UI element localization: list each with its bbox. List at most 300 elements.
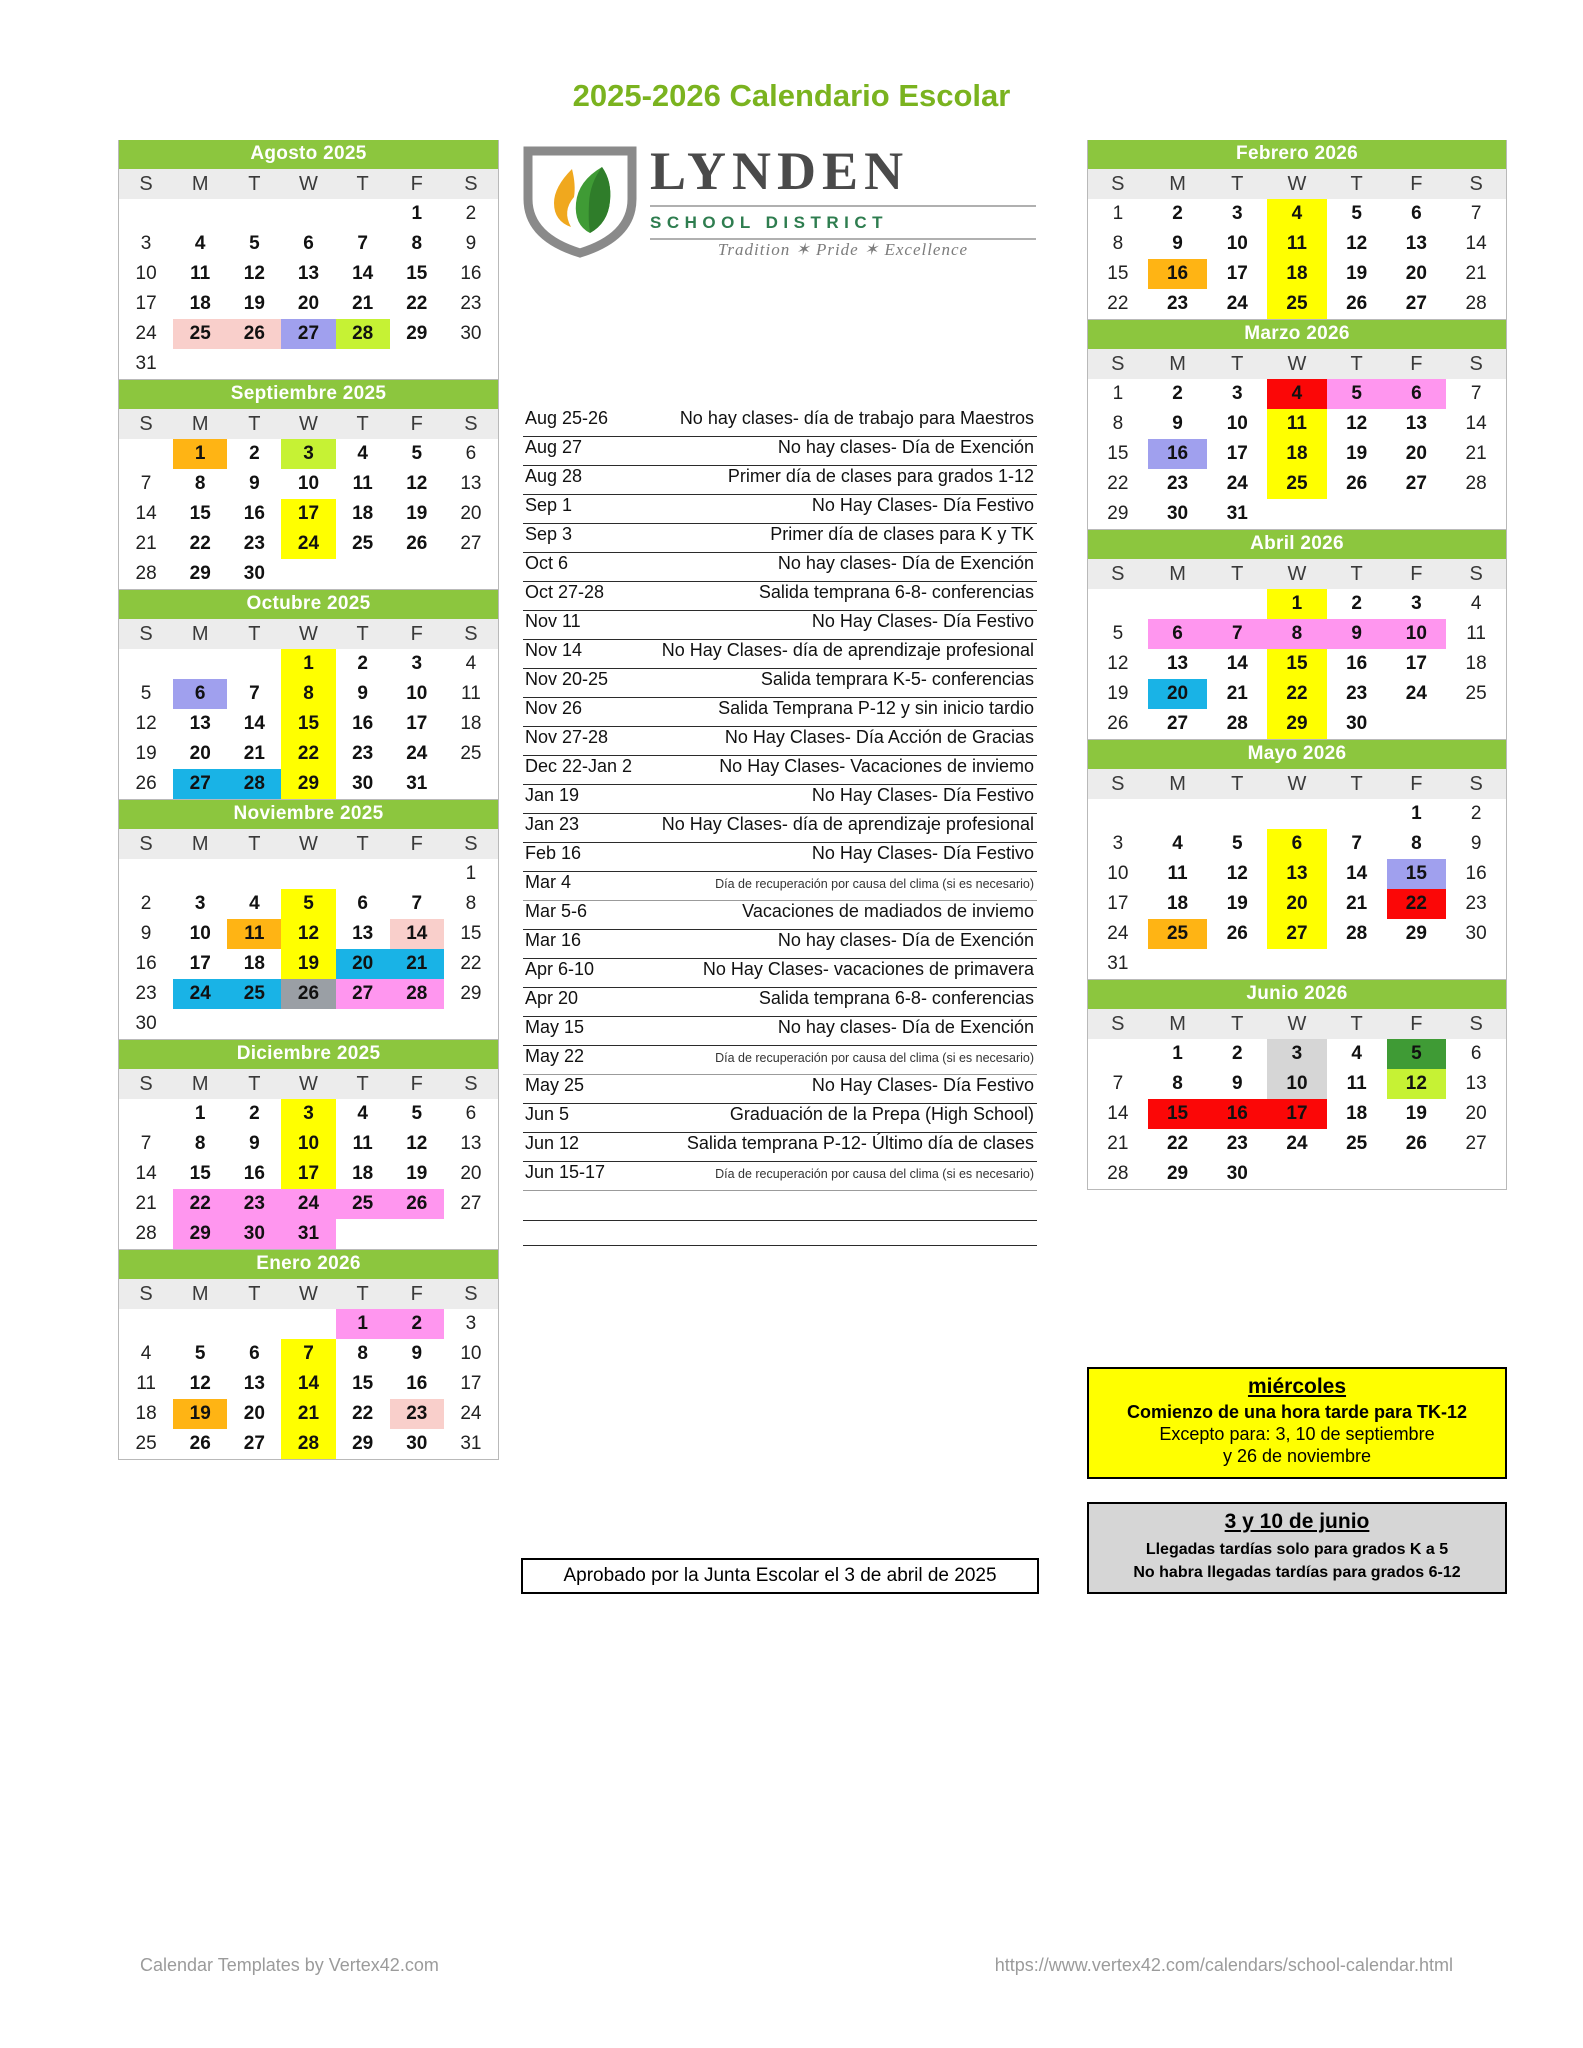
- day-cell[interactable]: 26: [390, 1189, 444, 1219]
- day-cell[interactable]: 29: [460, 982, 482, 1004]
- day-cell[interactable]: 4: [249, 892, 260, 914]
- day-cell[interactable]: 10: [1226, 232, 1248, 254]
- day-cell[interactable]: 11: [1267, 229, 1327, 259]
- day-cell[interactable]: 24: [1405, 682, 1427, 704]
- day-cell[interactable]: 9: [357, 682, 368, 704]
- day-cell[interactable]: 17: [1405, 652, 1427, 674]
- day-cell[interactable]: 13: [1166, 652, 1189, 674]
- day-cell[interactable]: 18: [1465, 652, 1487, 674]
- day-cell[interactable]: 12: [135, 712, 157, 734]
- day-cell[interactable]: 7: [411, 892, 423, 914]
- day-cell[interactable]: 27: [173, 769, 227, 799]
- day-cell[interactable]: 11: [227, 919, 281, 949]
- day-cell[interactable]: 24: [281, 529, 335, 559]
- day-cell[interactable]: 13: [352, 922, 374, 944]
- day-cell[interactable]: 22: [1107, 472, 1129, 494]
- day-cell[interactable]: 24: [1107, 922, 1129, 944]
- day-cell[interactable]: 12: [1107, 652, 1129, 674]
- day-cell[interactable]: 5: [1231, 832, 1243, 854]
- day-cell[interactable]: 15: [189, 502, 211, 524]
- day-cell[interactable]: 30: [1346, 712, 1368, 734]
- day-cell[interactable]: 9: [1172, 412, 1183, 434]
- day-cell[interactable]: 11: [1267, 409, 1327, 439]
- day-cell[interactable]: 27: [281, 319, 335, 349]
- day-cell[interactable]: 6: [173, 679, 227, 709]
- day-cell[interactable]: 16: [1346, 652, 1368, 674]
- day-cell[interactable]: 6: [1148, 619, 1208, 649]
- day-cell[interactable]: 22: [281, 739, 335, 769]
- day-cell[interactable]: 28: [1226, 712, 1248, 734]
- day-cell[interactable]: 3: [1112, 832, 1124, 854]
- day-cell[interactable]: 13: [1405, 412, 1427, 434]
- day-cell[interactable]: 18: [352, 1162, 374, 1184]
- day-cell[interactable]: 8: [411, 232, 423, 254]
- day-cell[interactable]: 29: [352, 1432, 374, 1454]
- day-cell[interactable]: 24: [135, 322, 157, 344]
- day-cell[interactable]: 2: [249, 1102, 260, 1124]
- day-cell[interactable]: 18: [1346, 1102, 1368, 1124]
- day-cell[interactable]: 1: [1411, 802, 1422, 824]
- day-cell[interactable]: 8: [1267, 619, 1327, 649]
- day-cell[interactable]: 26: [227, 319, 281, 349]
- day-cell[interactable]: 16: [406, 1372, 428, 1394]
- day-cell[interactable]: 3: [194, 892, 206, 914]
- day-cell[interactable]: 28: [1465, 292, 1487, 314]
- day-cell[interactable]: 24: [1286, 1132, 1308, 1154]
- day-cell[interactable]: 28: [1465, 472, 1487, 494]
- day-cell[interactable]: 27: [460, 532, 482, 554]
- day-cell[interactable]: 24: [1226, 472, 1248, 494]
- day-cell[interactable]: 15: [1148, 1099, 1208, 1129]
- day-cell[interactable]: 27: [1405, 472, 1427, 494]
- day-cell[interactable]: 12: [243, 262, 265, 284]
- day-cell[interactable]: 25: [352, 532, 374, 554]
- day-cell[interactable]: 20: [1148, 679, 1208, 709]
- day-cell[interactable]: 28: [281, 1429, 335, 1459]
- day-cell[interactable]: 19: [173, 1399, 227, 1429]
- day-cell[interactable]: 27: [1465, 1132, 1487, 1154]
- day-cell[interactable]: 15: [1107, 442, 1129, 464]
- day-cell[interactable]: 11: [461, 682, 481, 704]
- day-cell[interactable]: 22: [1267, 679, 1327, 709]
- day-cell[interactable]: 12: [1346, 232, 1368, 254]
- day-cell[interactable]: 26: [406, 532, 428, 554]
- day-cell[interactable]: 4: [140, 1342, 152, 1364]
- day-cell[interactable]: 17: [460, 1372, 482, 1394]
- day-cell[interactable]: 14: [390, 919, 444, 949]
- day-cell[interactable]: 7: [281, 1339, 335, 1369]
- day-cell[interactable]: 28: [135, 562, 157, 584]
- day-cell[interactable]: 1: [465, 862, 477, 884]
- day-cell[interactable]: 25: [1346, 1132, 1368, 1154]
- day-cell[interactable]: 2: [465, 202, 477, 224]
- day-cell[interactable]: 23: [227, 1189, 281, 1219]
- day-cell[interactable]: 11: [1346, 1072, 1367, 1094]
- day-cell[interactable]: 21: [390, 949, 444, 979]
- day-cell[interactable]: 14: [243, 712, 265, 734]
- day-cell[interactable]: 26: [1346, 292, 1368, 314]
- day-cell[interactable]: 26: [1226, 922, 1248, 944]
- day-cell[interactable]: 2: [1172, 382, 1183, 404]
- day-cell[interactable]: 20: [243, 1402, 265, 1424]
- day-cell[interactable]: 17: [1267, 1099, 1327, 1129]
- day-cell[interactable]: 29: [1107, 502, 1129, 524]
- day-cell[interactable]: 14: [1226, 652, 1248, 674]
- day-cell[interactable]: 4: [357, 1102, 368, 1124]
- day-cell[interactable]: 21: [1465, 442, 1487, 464]
- day-cell[interactable]: 14: [1465, 412, 1487, 434]
- day-cell[interactable]: 15: [281, 709, 335, 739]
- day-cell[interactable]: 15: [189, 1162, 211, 1184]
- day-cell[interactable]: 2: [140, 892, 152, 914]
- day-cell[interactable]: 5: [1351, 202, 1362, 224]
- day-cell[interactable]: 4: [357, 442, 368, 464]
- day-cell[interactable]: 16: [352, 712, 374, 734]
- day-cell[interactable]: 16: [1465, 862, 1487, 884]
- day-cell[interactable]: 2: [1172, 202, 1183, 224]
- day-cell[interactable]: 30: [227, 1219, 281, 1249]
- day-cell[interactable]: 19: [1107, 682, 1129, 704]
- day-cell[interactable]: 9: [411, 1342, 423, 1364]
- day-cell[interactable]: 24: [406, 742, 428, 764]
- day-cell[interactable]: 5: [1112, 622, 1124, 644]
- day-cell[interactable]: 22: [173, 1189, 227, 1219]
- day-cell[interactable]: 6: [465, 442, 477, 464]
- day-cell[interactable]: 2: [1470, 802, 1482, 824]
- footer-url[interactable]: https://www.vertex42.com/calendars/school-calendar.html: [994, 1955, 1453, 1975]
- day-cell[interactable]: 20: [1465, 1102, 1487, 1124]
- day-cell[interactable]: 2: [249, 442, 260, 464]
- day-cell[interactable]: 20: [189, 742, 211, 764]
- day-cell[interactable]: 16: [1148, 259, 1208, 289]
- day-cell[interactable]: 5: [411, 442, 423, 464]
- day-cell[interactable]: 8: [1112, 232, 1124, 254]
- day-cell[interactable]: 21: [135, 532, 157, 554]
- day-cell[interactable]: 1: [281, 649, 335, 679]
- day-cell[interactable]: 8: [1172, 1072, 1183, 1094]
- day-cell[interactable]: 19: [1405, 1102, 1427, 1124]
- day-cell[interactable]: 22: [1166, 1132, 1189, 1154]
- day-cell[interactable]: 31: [406, 772, 428, 794]
- day-cell[interactable]: 13: [189, 712, 211, 734]
- day-cell[interactable]: 11: [352, 1132, 373, 1154]
- day-cell[interactable]: 6: [249, 1342, 260, 1364]
- day-cell[interactable]: 30: [460, 322, 482, 344]
- day-cell[interactable]: 9: [1231, 1072, 1243, 1094]
- day-cell[interactable]: 8: [194, 472, 206, 494]
- day-cell[interactable]: 15: [352, 1372, 374, 1394]
- day-cell[interactable]: 10: [1267, 1069, 1327, 1099]
- day-cell[interactable]: 22: [1387, 889, 1447, 919]
- day-cell[interactable]: 25: [1267, 469, 1327, 499]
- day-cell[interactable]: 20: [460, 502, 482, 524]
- day-cell[interactable]: 20: [1267, 889, 1327, 919]
- day-cell[interactable]: 10: [1226, 412, 1248, 434]
- day-cell[interactable]: 22: [1107, 292, 1129, 314]
- day-cell[interactable]: 18: [135, 1402, 157, 1424]
- day-cell[interactable]: 20: [297, 292, 320, 314]
- day-cell[interactable]: 15: [1107, 262, 1129, 284]
- day-cell[interactable]: 22: [189, 532, 211, 554]
- day-cell[interactable]: 15: [1267, 649, 1327, 679]
- day-cell[interactable]: 18: [352, 502, 374, 524]
- day-cell[interactable]: 21: [1346, 892, 1368, 914]
- day-cell[interactable]: 3: [1231, 202, 1243, 224]
- day-cell[interactable]: 3: [140, 232, 152, 254]
- day-cell[interactable]: 13: [460, 472, 482, 494]
- day-cell[interactable]: 23: [135, 982, 157, 1004]
- day-cell[interactable]: 13: [243, 1372, 265, 1394]
- day-cell[interactable]: 8: [357, 1342, 368, 1364]
- day-cell[interactable]: 9: [140, 922, 152, 944]
- day-cell[interactable]: 11: [1466, 622, 1486, 644]
- day-cell[interactable]: 18: [189, 292, 211, 314]
- day-cell[interactable]: 30: [135, 1012, 157, 1034]
- day-cell[interactable]: 19: [1346, 262, 1368, 284]
- day-cell[interactable]: 23: [352, 742, 374, 764]
- day-cell[interactable]: 30: [1465, 922, 1487, 944]
- day-cell[interactable]: 18: [1267, 439, 1327, 469]
- day-cell[interactable]: 25: [1148, 919, 1208, 949]
- day-cell[interactable]: 11: [352, 472, 373, 494]
- day-cell[interactable]: 14: [135, 502, 157, 524]
- day-cell[interactable]: 4: [1351, 1042, 1362, 1064]
- day-cell[interactable]: 13: [297, 262, 320, 284]
- day-cell[interactable]: 3: [465, 1312, 477, 1334]
- day-cell[interactable]: 14: [281, 1369, 335, 1399]
- day-cell[interactable]: 20: [1405, 262, 1427, 284]
- day-cell[interactable]: 3: [281, 1099, 335, 1129]
- day-cell[interactable]: 22: [406, 292, 428, 314]
- day-cell[interactable]: 10: [281, 1129, 335, 1159]
- day-cell[interactable]: 9: [1172, 232, 1183, 254]
- day-cell[interactable]: 8: [1112, 412, 1124, 434]
- day-cell[interactable]: 10: [135, 262, 157, 284]
- day-cell[interactable]: 11: [1167, 862, 1188, 884]
- day-cell[interactable]: 17: [281, 499, 335, 529]
- day-cell[interactable]: 6: [303, 232, 314, 254]
- day-cell[interactable]: 2: [1351, 592, 1362, 614]
- day-cell[interactable]: 5: [249, 232, 260, 254]
- day-cell[interactable]: 24: [460, 1402, 482, 1424]
- day-cell[interactable]: 10: [1107, 862, 1129, 884]
- day-cell[interactable]: 29: [1267, 709, 1327, 739]
- day-cell[interactable]: 27: [460, 1192, 482, 1214]
- day-cell[interactable]: 9: [249, 1132, 260, 1154]
- day-cell[interactable]: 25: [227, 979, 281, 1009]
- day-cell[interactable]: 8: [194, 1132, 206, 1154]
- day-cell[interactable]: 28: [1107, 1162, 1129, 1184]
- day-cell[interactable]: 17: [135, 292, 157, 314]
- day-cell[interactable]: 1: [173, 439, 227, 469]
- day-cell[interactable]: 23: [1465, 892, 1487, 914]
- day-cell[interactable]: 17: [1226, 442, 1248, 464]
- day-cell[interactable]: 5: [140, 682, 152, 704]
- day-cell[interactable]: 8: [465, 892, 477, 914]
- day-cell[interactable]: 23: [1346, 682, 1368, 704]
- day-cell[interactable]: 1: [194, 1102, 206, 1124]
- day-cell[interactable]: 6: [1387, 379, 1447, 409]
- day-cell[interactable]: 16: [243, 1162, 265, 1184]
- day-cell[interactable]: 28: [227, 769, 281, 799]
- day-cell[interactable]: 13: [460, 1132, 482, 1154]
- day-cell[interactable]: 4: [1172, 832, 1183, 854]
- day-cell[interactable]: 10: [189, 922, 211, 944]
- day-cell[interactable]: 4: [194, 232, 206, 254]
- day-cell[interactable]: 19: [406, 502, 428, 524]
- day-cell[interactable]: 31: [1226, 502, 1248, 524]
- day-cell[interactable]: 3: [281, 439, 335, 469]
- day-cell[interactable]: 25: [1465, 682, 1487, 704]
- day-cell[interactable]: 23: [390, 1399, 444, 1429]
- day-cell[interactable]: 23: [243, 532, 265, 554]
- day-cell[interactable]: 7: [140, 1132, 152, 1154]
- day-cell[interactable]: 1: [1172, 1042, 1183, 1064]
- day-cell[interactable]: 12: [1346, 412, 1368, 434]
- day-cell[interactable]: 8: [1411, 832, 1422, 854]
- day-cell[interactable]: 18: [460, 712, 482, 734]
- day-cell[interactable]: 25: [336, 1189, 390, 1219]
- day-cell[interactable]: 27: [243, 1432, 265, 1454]
- day-cell[interactable]: 1: [1267, 589, 1327, 619]
- day-cell[interactable]: 23: [460, 292, 482, 314]
- day-cell[interactable]: 21: [135, 1192, 157, 1214]
- day-cell[interactable]: 9: [465, 232, 477, 254]
- day-cell[interactable]: 30: [243, 562, 265, 584]
- day-cell[interactable]: 16: [135, 952, 157, 974]
- day-cell[interactable]: 30: [352, 772, 374, 794]
- day-cell[interactable]: 31: [460, 1432, 482, 1454]
- day-cell[interactable]: 6: [1267, 829, 1327, 859]
- day-cell[interactable]: 7: [140, 472, 152, 494]
- day-cell[interactable]: 18: [243, 952, 265, 974]
- day-cell[interactable]: 5: [411, 1102, 423, 1124]
- day-cell[interactable]: 31: [135, 352, 157, 374]
- day-cell[interactable]: 2: [1231, 1042, 1243, 1064]
- day-cell[interactable]: 30: [406, 1432, 428, 1454]
- day-cell[interactable]: 13: [1405, 232, 1427, 254]
- day-cell[interactable]: 15: [406, 262, 428, 284]
- day-cell[interactable]: 1: [1112, 382, 1124, 404]
- day-cell[interactable]: 9: [249, 472, 260, 494]
- day-cell[interactable]: 27: [1405, 292, 1427, 314]
- day-cell[interactable]: 15: [1387, 859, 1447, 889]
- day-cell[interactable]: 24: [281, 1189, 335, 1219]
- day-cell[interactable]: 25: [460, 742, 482, 764]
- day-cell[interactable]: 17: [1226, 262, 1248, 284]
- day-cell[interactable]: 7: [1112, 1072, 1124, 1094]
- day-cell[interactable]: 31: [1107, 952, 1129, 974]
- day-cell[interactable]: 28: [1346, 922, 1368, 944]
- day-cell[interactable]: 29: [281, 769, 335, 799]
- day-cell[interactable]: 22: [352, 1402, 374, 1424]
- day-cell[interactable]: 26: [1346, 472, 1368, 494]
- day-cell[interactable]: 3: [411, 652, 423, 674]
- day-cell[interactable]: 14: [352, 262, 374, 284]
- day-cell[interactable]: 19: [135, 742, 157, 764]
- day-cell[interactable]: 1: [1112, 202, 1124, 224]
- day-cell[interactable]: 16: [1148, 439, 1208, 469]
- day-cell[interactable]: 14: [135, 1162, 157, 1184]
- day-cell[interactable]: 7: [249, 682, 260, 704]
- day-cell[interactable]: 19: [406, 1162, 428, 1184]
- day-cell[interactable]: 12: [406, 472, 428, 494]
- day-cell[interactable]: 21: [352, 292, 374, 314]
- day-cell[interactable]: 6: [1411, 202, 1422, 224]
- day-cell[interactable]: 13: [1267, 859, 1327, 889]
- day-cell[interactable]: 3: [1231, 382, 1243, 404]
- day-cell[interactable]: 24: [173, 979, 227, 1009]
- day-cell[interactable]: 5: [281, 889, 335, 919]
- day-cell[interactable]: 16: [460, 262, 482, 284]
- day-cell[interactable]: 4: [1267, 379, 1327, 409]
- day-cell[interactable]: 17: [189, 952, 211, 974]
- day-cell[interactable]: 26: [1107, 712, 1129, 734]
- day-cell[interactable]: 31: [281, 1219, 335, 1249]
- day-cell[interactable]: 30: [1166, 502, 1189, 524]
- day-cell[interactable]: 6: [465, 1102, 477, 1124]
- day-cell[interactable]: 29: [189, 562, 211, 584]
- day-cell[interactable]: 7: [357, 232, 368, 254]
- day-cell[interactable]: 25: [173, 319, 227, 349]
- day-cell[interactable]: 5: [194, 1342, 206, 1364]
- day-cell[interactable]: 26: [189, 1432, 211, 1454]
- day-cell[interactable]: 9: [1327, 619, 1387, 649]
- day-cell[interactable]: 20: [336, 949, 390, 979]
- day-cell[interactable]: 21: [281, 1399, 335, 1429]
- day-cell[interactable]: 28: [135, 1222, 157, 1244]
- day-cell[interactable]: 12: [281, 919, 335, 949]
- day-cell[interactable]: 1: [336, 1309, 390, 1339]
- day-cell[interactable]: 10: [297, 472, 320, 494]
- day-cell[interactable]: 1: [411, 202, 423, 224]
- day-cell[interactable]: 12: [189, 1372, 211, 1394]
- day-cell[interactable]: 17: [281, 1159, 335, 1189]
- day-cell[interactable]: 6: [357, 892, 368, 914]
- day-cell[interactable]: 23: [1166, 292, 1189, 314]
- day-cell[interactable]: 19: [243, 292, 265, 314]
- day-cell[interactable]: 25: [1267, 289, 1327, 319]
- day-cell[interactable]: 19: [281, 949, 335, 979]
- day-cell[interactable]: 30: [1226, 1162, 1248, 1184]
- day-cell[interactable]: 29: [173, 1219, 227, 1249]
- day-cell[interactable]: 10: [1387, 619, 1447, 649]
- day-cell[interactable]: 6: [1470, 1042, 1482, 1064]
- day-cell[interactable]: 7: [1207, 619, 1267, 649]
- day-cell[interactable]: 29: [1405, 922, 1427, 944]
- day-cell[interactable]: 16: [1207, 1099, 1267, 1129]
- day-cell[interactable]: 8: [281, 679, 335, 709]
- day-cell[interactable]: 26: [1405, 1132, 1427, 1154]
- day-cell[interactable]: 18: [1267, 259, 1327, 289]
- day-cell[interactable]: 16: [243, 502, 265, 524]
- day-cell[interactable]: 29: [1166, 1162, 1189, 1184]
- day-cell[interactable]: 17: [1107, 892, 1129, 914]
- day-cell[interactable]: 14: [1346, 862, 1368, 884]
- day-cell[interactable]: 7: [1351, 832, 1362, 854]
- day-cell[interactable]: 5: [1327, 379, 1387, 409]
- day-cell[interactable]: 11: [136, 1372, 156, 1394]
- day-cell[interactable]: 27: [1267, 919, 1327, 949]
- day-cell[interactable]: 27: [1166, 712, 1189, 734]
- day-cell[interactable]: 19: [1226, 892, 1248, 914]
- day-cell[interactable]: 18: [1166, 892, 1189, 914]
- day-cell[interactable]: 28: [336, 319, 390, 349]
- day-cell[interactable]: 12: [1387, 1069, 1447, 1099]
- day-cell[interactable]: 21: [1465, 262, 1487, 284]
- day-cell[interactable]: 24: [1226, 292, 1248, 314]
- day-cell[interactable]: 7: [1470, 382, 1482, 404]
